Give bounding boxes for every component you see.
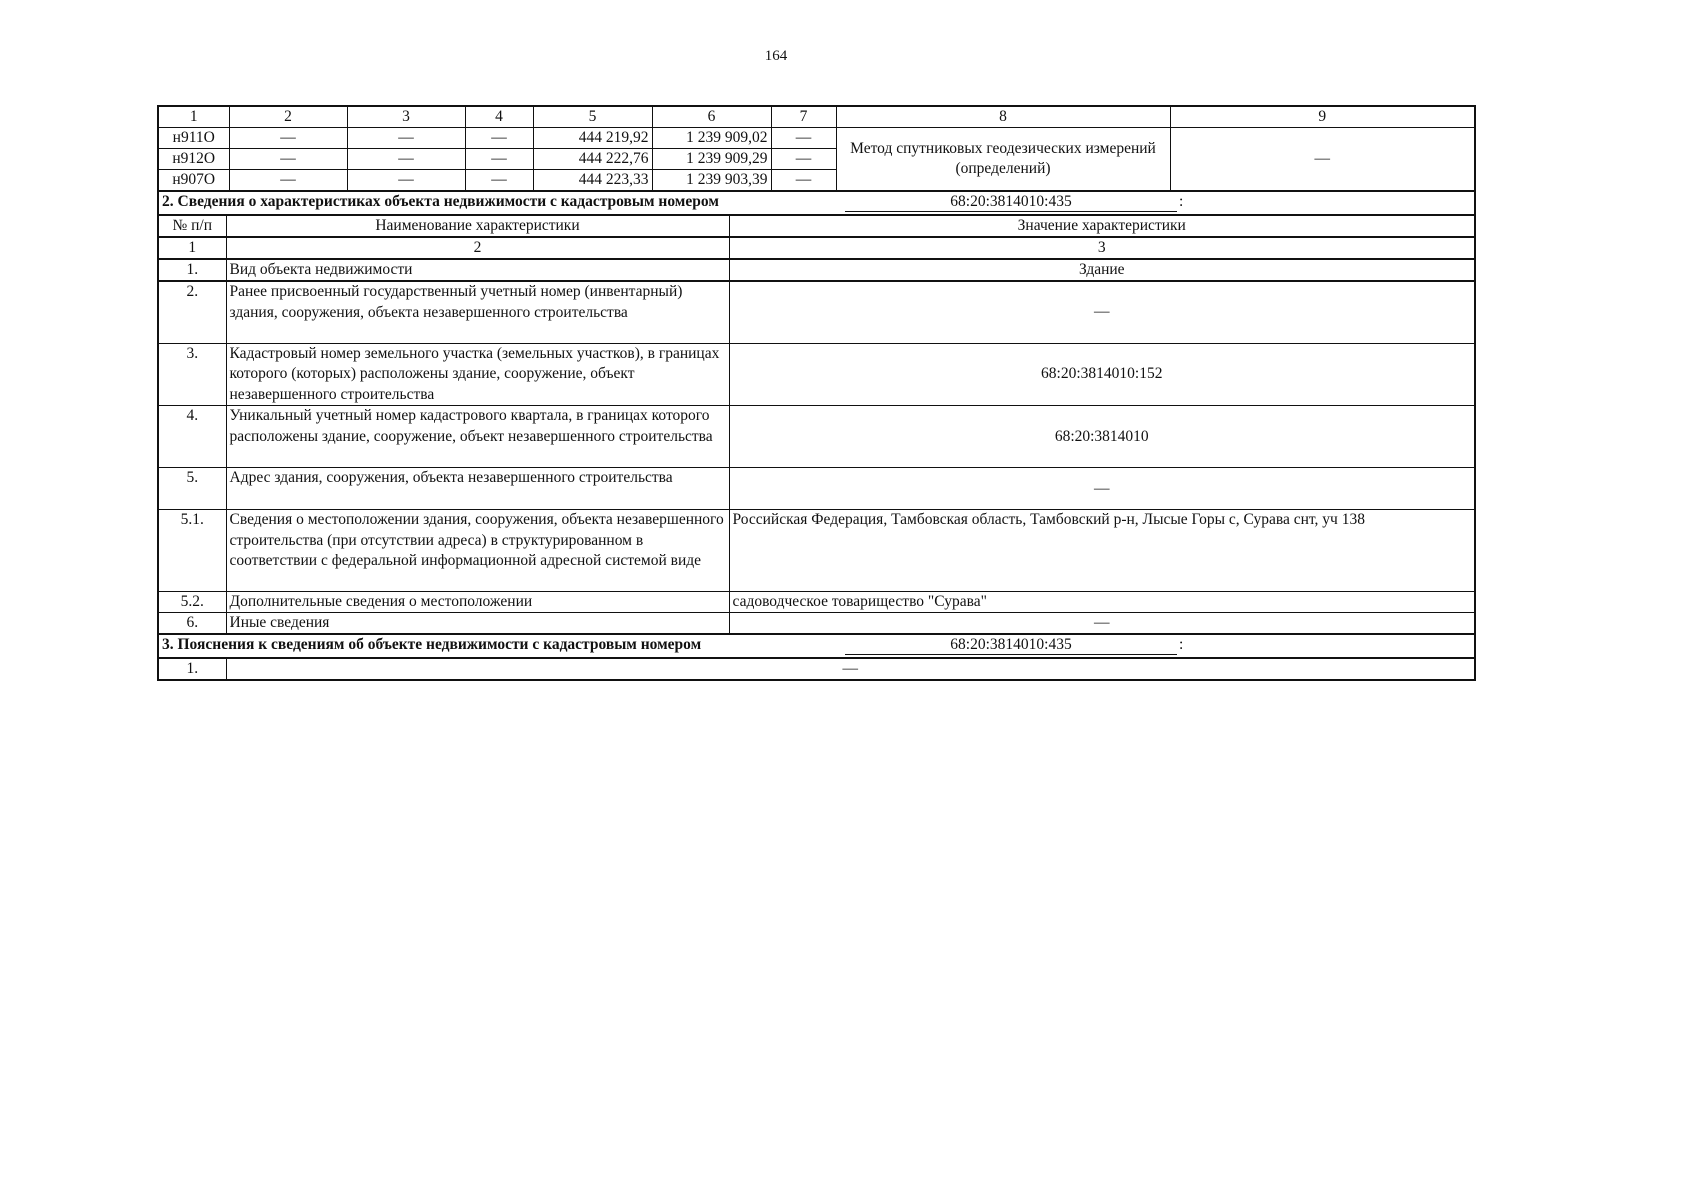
- section2-colon: :: [1179, 193, 1184, 210]
- section2-title-row: [158, 192, 1475, 215]
- point-name: н912О: [158, 149, 229, 170]
- characteristic-value: садоводческое товарищество "Сурава": [729, 592, 1475, 613]
- coordinate-x: 444 219,92: [533, 128, 652, 149]
- section3-title-row: [158, 635, 1475, 658]
- table-row: [158, 468, 1475, 510]
- cell: —: [347, 149, 465, 170]
- header-number: 1: [158, 237, 226, 259]
- header-cell: 9: [1170, 106, 1475, 128]
- characteristic-name: Дополнительные сведения о местоположении: [226, 592, 729, 613]
- row-number: 4.: [158, 406, 226, 468]
- characteristic-name: Вид объекта недвижимости: [226, 259, 729, 281]
- table-row: [158, 281, 1475, 343]
- row-number: 2.: [158, 281, 226, 343]
- cell: —: [229, 170, 347, 192]
- table-row: [158, 128, 1475, 149]
- cell: —: [465, 149, 533, 170]
- characteristic-name: Иные сведения: [226, 613, 729, 635]
- col9-cell: —: [1170, 128, 1475, 192]
- coordinate-y: 1 239 903,39: [652, 170, 771, 192]
- section3-title: 3. Пояснения к сведениям об объекте недвижимости с кадастровым номером: [158, 635, 729, 658]
- header-number: 2: [226, 237, 729, 259]
- cell: —: [771, 149, 836, 170]
- characteristic-name: Сведения о местоположении здания, сооружения, объекта незавершенного строительства (при отсутствии адреса) в структурированном в соответствии с федеральной информационной адресной системой виде: [226, 510, 729, 592]
- characteristic-value: —: [729, 281, 1475, 343]
- table-row: [158, 343, 1475, 406]
- coordinates-header-row: [158, 106, 1475, 128]
- section2-cadastral-number: 68:20:3814010:435: [845, 192, 1177, 212]
- row-number: 5.2.: [158, 592, 226, 613]
- characteristic-name: Уникальный учетный номер кадастрового квартала, в границах которого расположены здание, сооружение, объект незавершенного строительства: [226, 406, 729, 468]
- table-row: [158, 406, 1475, 468]
- table-row: [158, 259, 1475, 281]
- characteristic-value: 68:20:3814010:152: [729, 343, 1475, 406]
- characteristic-value: Российская Федерация, Тамбовская область, Тамбовский р-н, Лысые Горы с, Сурава снт, уч 138: [729, 510, 1475, 592]
- row-number: 6.: [158, 613, 226, 635]
- characteristics-header-row: [158, 215, 1475, 237]
- cell: —: [465, 170, 533, 192]
- row-number: 5.: [158, 468, 226, 510]
- characteristics-number-row: [158, 237, 1475, 259]
- row-number: 3.: [158, 343, 226, 406]
- explanation-value: —: [226, 658, 1475, 680]
- table-row: [158, 658, 1475, 680]
- section3-colon: :: [1179, 636, 1184, 653]
- header-cell: 7: [771, 106, 836, 128]
- section2-number-cell: [729, 192, 1475, 215]
- section3-cadastral-number: 68:20:3814010:435: [845, 635, 1177, 655]
- characteristic-value: Здание: [729, 259, 1475, 281]
- characteristic-name: Ранее присвоенный государственный учетный номер (инвентарный) здания, сооружения, объекта незавершенного строительства: [226, 281, 729, 343]
- characteristic-value: —: [729, 468, 1475, 510]
- header-cell: Значение характеристики: [729, 215, 1475, 237]
- cell: —: [347, 128, 465, 149]
- header-cell: 4: [465, 106, 533, 128]
- cell: —: [229, 149, 347, 170]
- explanations-table: [157, 635, 1476, 681]
- characteristic-value: 68:20:3814010: [729, 406, 1475, 468]
- coordinate-y: 1 239 909,29: [652, 149, 771, 170]
- header-cell: 6: [652, 106, 771, 128]
- cell: —: [465, 128, 533, 149]
- coordinate-x: 444 222,76: [533, 149, 652, 170]
- cell: —: [771, 128, 836, 149]
- cell: —: [347, 170, 465, 192]
- table-row: [158, 510, 1475, 592]
- coordinate-x: 444 223,33: [533, 170, 652, 192]
- characteristics-table: [157, 192, 1476, 635]
- header-cell: 5: [533, 106, 652, 128]
- document-content: [157, 105, 1474, 681]
- coordinates-table: [157, 105, 1476, 192]
- cell: —: [771, 170, 836, 192]
- table-row: [158, 613, 1475, 635]
- header-cell: № п/п: [158, 215, 226, 237]
- row-number: 1.: [158, 658, 226, 680]
- point-name: н907О: [158, 170, 229, 192]
- header-cell: 8: [836, 106, 1170, 128]
- characteristic-name: Кадастровый номер земельного участка (земельных участков), в границах которого (которых) расположены здание, сооружение, объект незавершенного строительства: [226, 343, 729, 406]
- header-number: 3: [729, 237, 1475, 259]
- point-name: н911О: [158, 128, 229, 149]
- section2-title: 2. Сведения о характеристиках объекта недвижимости с кадастровым номером: [158, 192, 729, 215]
- row-number: 1.: [158, 259, 226, 281]
- table-row: [158, 592, 1475, 613]
- characteristic-value: —: [729, 613, 1475, 635]
- header-cell: 1: [158, 106, 229, 128]
- method-cell: Метод спутниковых геодезических измерений (определений): [836, 128, 1170, 192]
- cell: —: [229, 128, 347, 149]
- page-number: 164: [764, 48, 788, 64]
- coordinate-y: 1 239 909,02: [652, 128, 771, 149]
- header-cell: 3: [347, 106, 465, 128]
- characteristic-name: Адрес здания, сооружения, объекта незавершенного строительства: [226, 468, 729, 510]
- section3-number-cell: [729, 635, 1475, 658]
- row-number: 5.1.: [158, 510, 226, 592]
- header-cell: Наименование характеристики: [226, 215, 729, 237]
- header-cell: 2: [229, 106, 347, 128]
